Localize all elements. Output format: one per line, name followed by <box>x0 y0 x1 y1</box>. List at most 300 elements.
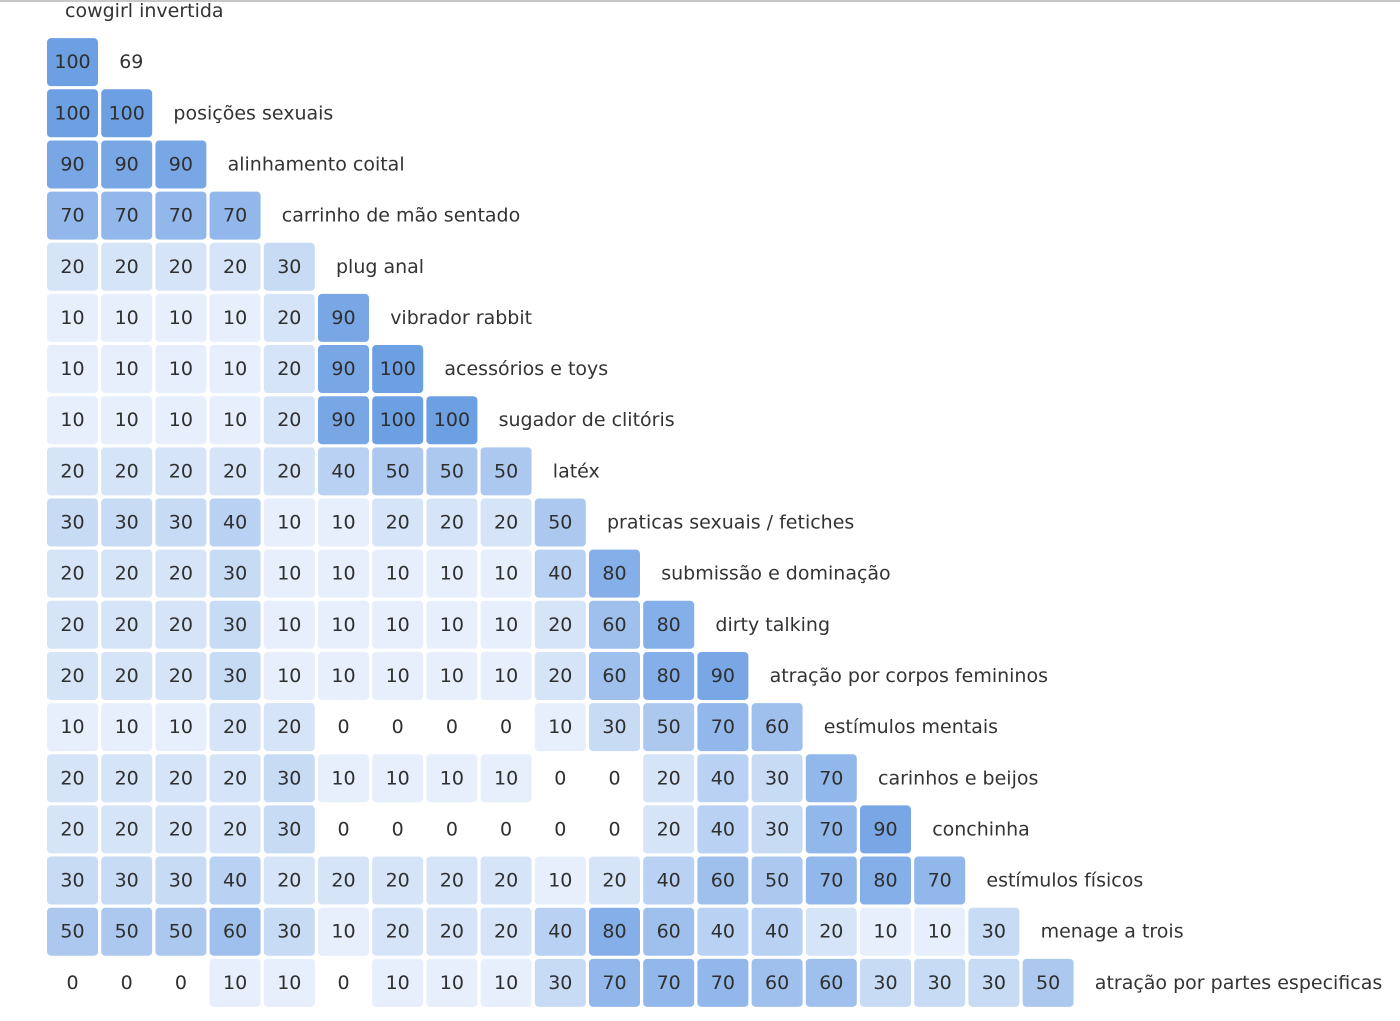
heatmap-cell-value: 30 <box>765 818 790 841</box>
heatmap-cell <box>481 754 532 802</box>
heatmap-cell <box>697 908 748 956</box>
heatmap-cell-value: 20 <box>223 255 248 278</box>
heatmap-cell <box>806 857 857 905</box>
heatmap-cell-value: 10 <box>548 716 573 739</box>
heatmap-cell-value: 10 <box>168 306 193 329</box>
heatmap-cell <box>752 805 803 853</box>
heatmap-cell-value: 20 <box>385 920 410 943</box>
heatmap-cell-value: 30 <box>223 613 248 636</box>
heatmap-cell <box>589 550 640 598</box>
heatmap-cell <box>101 805 152 853</box>
heatmap-cell <box>481 703 532 751</box>
heatmap-cell-value: 20 <box>439 511 464 534</box>
heatmap-cell-value: 60 <box>765 716 790 739</box>
heatmap-cell <box>318 908 369 956</box>
heatmap-cell <box>155 499 206 547</box>
heatmap-cell-value: 10 <box>168 716 193 739</box>
heatmap-cell-value: 20 <box>60 460 85 483</box>
heatmap-cell <box>155 447 206 495</box>
heatmap-cell-value: 90 <box>710 664 735 687</box>
heatmap-cell <box>372 601 423 649</box>
heatmap-cell <box>860 857 911 905</box>
heatmap-cell <box>426 499 477 547</box>
heatmap-row-label: dirty talking <box>715 613 831 636</box>
heatmap-cell <box>806 908 857 956</box>
heatmap-cell <box>210 396 261 444</box>
heatmap-cell <box>481 550 532 598</box>
heatmap-row-label: carinhos e beijos <box>878 767 1039 790</box>
heatmap-row-label: alinhamento coital <box>227 153 405 176</box>
heatmap-cell-value: 10 <box>331 562 356 585</box>
heatmap-cell-value: 40 <box>710 767 735 790</box>
heatmap-cell-value: 100 <box>379 358 416 381</box>
heatmap-cell-value: 100 <box>54 102 91 125</box>
heatmap-cell-value: 20 <box>114 818 139 841</box>
heatmap-cell <box>101 703 152 751</box>
heatmap-cell-value: 20 <box>494 869 519 892</box>
heatmap-cell-value: 20 <box>60 613 85 636</box>
heatmap-cell-value: 10 <box>277 613 302 636</box>
heatmap-cell <box>752 959 803 1007</box>
heatmap-cell-value: 70 <box>602 971 627 994</box>
heatmap-cell <box>914 857 965 905</box>
heatmap-cell <box>47 499 98 547</box>
heatmap-cell <box>589 601 640 649</box>
heatmap-cell-value: 50 <box>656 716 681 739</box>
heatmap-cell-value: 30 <box>60 869 85 892</box>
heatmap-cell-value: 60 <box>602 613 627 636</box>
heatmap-cell-value: 70 <box>819 818 844 841</box>
heatmap-cell <box>535 959 586 1007</box>
heatmap-cell <box>101 550 152 598</box>
heatmap-cell-value: 70 <box>819 869 844 892</box>
heatmap-cell <box>318 345 369 393</box>
heatmap-cell <box>643 601 694 649</box>
heatmap-cell <box>210 703 261 751</box>
heatmap-cell-value: 40 <box>710 920 735 943</box>
heatmap-cell <box>155 550 206 598</box>
heatmap-cells <box>47 38 1074 1007</box>
heatmap-row-label: praticas sexuais / fetiches <box>607 511 855 534</box>
heatmap-row-label: cowgirl invertida <box>65 0 224 22</box>
heatmap-cell-value: 10 <box>277 664 302 687</box>
heatmap-cell-value: 10 <box>277 511 302 534</box>
heatmap-cell-value: 0 <box>66 971 79 994</box>
heatmap-cell-value: 20 <box>223 460 248 483</box>
heatmap-cell-value: 10 <box>168 409 193 432</box>
heatmap-cell <box>589 908 640 956</box>
heatmap-cell-value: 10 <box>60 716 85 739</box>
heatmap-cell-value: 20 <box>114 767 139 790</box>
heatmap-cell-value: 0 <box>445 716 458 739</box>
heatmap-cell-value: 20 <box>60 255 85 278</box>
heatmap-cell-value: 90 <box>114 153 139 176</box>
heatmap-cell <box>752 703 803 751</box>
heatmap-cell-value: 30 <box>277 818 302 841</box>
heatmap-cell-value: 20 <box>114 255 139 278</box>
heatmap-cell <box>426 396 477 444</box>
heatmap-cell <box>47 959 98 1007</box>
heatmap-cell-value: 30 <box>223 562 248 585</box>
heatmap-cell <box>264 601 315 649</box>
heatmap-cell-value: 40 <box>223 511 248 534</box>
heatmap-cell <box>372 345 423 393</box>
heatmap-cell-value: 10 <box>114 358 139 381</box>
heatmap-cell <box>589 754 640 802</box>
heatmap-cell-value: 10 <box>494 562 519 585</box>
heatmap-cell <box>264 243 315 291</box>
heatmap-cell-value: 10 <box>494 767 519 790</box>
heatmap-cell-value: 20 <box>60 767 85 790</box>
heatmap-cell-value: 40 <box>548 562 573 585</box>
heatmap-cell <box>426 652 477 700</box>
heatmap-row-label: sugador de clitóris <box>498 409 675 432</box>
heatmap-cell <box>426 550 477 598</box>
heatmap-cell-value: 70 <box>819 767 844 790</box>
heatmap-cell <box>697 959 748 1007</box>
heatmap-cell-value: 10 <box>60 409 85 432</box>
heatmap-cell-value: 0 <box>337 818 350 841</box>
heatmap-cell <box>155 345 206 393</box>
heatmap-cell-value: 40 <box>548 920 573 943</box>
heatmap-cell-value: 50 <box>548 511 573 534</box>
heatmap-cell-value: 30 <box>548 971 573 994</box>
heatmap-cell-value: 80 <box>656 664 681 687</box>
heatmap-cell <box>589 703 640 751</box>
heatmap-cell-value: 0 <box>391 818 404 841</box>
heatmap-cell <box>210 294 261 342</box>
heatmap-cell-value: 60 <box>223 920 248 943</box>
heatmap-cell <box>47 908 98 956</box>
heatmap-cell <box>1023 959 1074 1007</box>
heatmap-cell <box>535 908 586 956</box>
heatmap-cell <box>264 550 315 598</box>
heatmap-cell-value: 50 <box>765 869 790 892</box>
heatmap-cell-value: 20 <box>602 869 627 892</box>
heatmap-cell <box>210 499 261 547</box>
heatmap-cell <box>155 959 206 1007</box>
heatmap-cell-value: 10 <box>277 562 302 585</box>
heatmap-cell-value: 20 <box>168 818 193 841</box>
heatmap-cell <box>589 959 640 1007</box>
heatmap-row-label: vibrador rabbit <box>390 306 533 329</box>
heatmap-cell-value: 10 <box>439 562 464 585</box>
heatmap-cell-value: 10 <box>494 971 519 994</box>
heatmap-cell <box>481 499 532 547</box>
heatmap-cell-value: 10 <box>60 306 85 329</box>
heatmap-cell <box>589 652 640 700</box>
heatmap-row-label: 69 <box>119 51 144 74</box>
heatmap-cell-value: 100 <box>433 409 471 432</box>
heatmap-cell <box>210 550 261 598</box>
heatmap-cell-value: 30 <box>277 767 302 790</box>
heatmap-cell <box>155 857 206 905</box>
heatmap-cell <box>155 754 206 802</box>
heatmap-cell <box>318 805 369 853</box>
heatmap-cell <box>914 959 965 1007</box>
heatmap-cell-value: 10 <box>439 971 464 994</box>
heatmap-cell <box>426 601 477 649</box>
heatmap-cell <box>372 754 423 802</box>
heatmap-cell <box>752 908 803 956</box>
heatmap-cell-value: 40 <box>656 869 681 892</box>
heatmap-cell-value: 40 <box>765 920 790 943</box>
heatmap-cell-value: 10 <box>927 920 952 943</box>
heatmap-cell-value: 0 <box>120 971 133 994</box>
heatmap-cell <box>697 754 748 802</box>
heatmap-cell <box>47 89 98 137</box>
heatmap-cell-value: 20 <box>439 869 464 892</box>
heatmap-cell <box>210 805 261 853</box>
heatmap-cell-value: 10 <box>494 664 519 687</box>
heatmap-cell <box>155 703 206 751</box>
heatmap-cell-value: 80 <box>656 613 681 636</box>
heatmap-cell-value: 60 <box>819 971 844 994</box>
heatmap-cell-value: 70 <box>223 204 248 227</box>
heatmap-cell <box>47 192 98 240</box>
heatmap-cell-value: 90 <box>331 358 356 381</box>
heatmap-cell <box>101 396 152 444</box>
heatmap-cell-value: 30 <box>277 255 302 278</box>
heatmap-cell <box>101 857 152 905</box>
heatmap-cell-value: 90 <box>331 409 356 432</box>
heatmap-cell <box>481 805 532 853</box>
heatmap-cell-value: 10 <box>331 767 356 790</box>
heatmap-cell-value: 30 <box>981 971 1006 994</box>
heatmap-cell <box>372 908 423 956</box>
heatmap-cell <box>264 396 315 444</box>
heatmap-cell-value: 80 <box>873 869 898 892</box>
heatmap-cell-value: 20 <box>114 460 139 483</box>
heatmap-cell <box>535 601 586 649</box>
heatmap-cell <box>643 652 694 700</box>
heatmap-cell <box>697 805 748 853</box>
heatmap-cell <box>426 447 477 495</box>
heatmap-cell-value: 20 <box>168 460 193 483</box>
heatmap-cell-value: 10 <box>494 613 519 636</box>
heatmap-cell-value: 70 <box>710 971 735 994</box>
heatmap-cell <box>318 294 369 342</box>
heatmap-cell-value: 20 <box>494 920 519 943</box>
heatmap-cell <box>318 703 369 751</box>
heatmap-cell-value: 0 <box>608 767 621 790</box>
heatmap-cell <box>264 908 315 956</box>
heatmap-row-label: plug anal <box>336 255 425 278</box>
heatmap-cell <box>372 959 423 1007</box>
heatmap-cell-value: 10 <box>223 306 248 329</box>
heatmap-cell <box>101 652 152 700</box>
heatmap-cell <box>101 908 152 956</box>
heatmap-cell-value: 90 <box>168 153 193 176</box>
heatmap-cell <box>426 959 477 1007</box>
heatmap-cell-value: 10 <box>385 613 410 636</box>
heatmap-cell-value: 30 <box>60 511 85 534</box>
heatmap-cell <box>752 857 803 905</box>
heatmap-cell-value: 50 <box>168 920 193 943</box>
heatmap-cell-value: 70 <box>710 716 735 739</box>
heatmap-cell-value: 20 <box>277 869 302 892</box>
heatmap-cell-value: 20 <box>494 511 519 534</box>
heatmap-cell <box>535 499 586 547</box>
heatmap-cell-value: 20 <box>60 562 85 585</box>
heatmap-cell-value: 20 <box>277 409 302 432</box>
heatmap-row-label: estímulos mentais <box>823 716 999 739</box>
heatmap-cell-value: 100 <box>108 102 145 125</box>
heatmap-row-label: conchinha <box>932 818 1030 841</box>
heatmap-cell-value: 60 <box>602 664 627 687</box>
heatmap-cell-value: 90 <box>873 818 898 841</box>
heatmap-cell <box>155 396 206 444</box>
heatmap-cell <box>318 857 369 905</box>
heatmap-cell <box>155 140 206 188</box>
heatmap-cell-value: 10 <box>439 664 464 687</box>
heatmap-cell <box>860 805 911 853</box>
heatmap-cell-value: 10 <box>168 358 193 381</box>
heatmap-cell-value: 20 <box>223 818 248 841</box>
heatmap-cell <box>47 754 98 802</box>
heatmap-cell <box>155 192 206 240</box>
heatmap-cell <box>806 754 857 802</box>
heatmap-row-label: submissão e dominação <box>661 562 891 585</box>
heatmap-cell <box>860 959 911 1007</box>
heatmap-cell <box>210 857 261 905</box>
heatmap-cell-value: 20 <box>223 716 248 739</box>
heatmap-cell-value: 10 <box>439 767 464 790</box>
heatmap-cell <box>47 294 98 342</box>
heatmap-cell-value: 20 <box>277 716 302 739</box>
heatmap-cell <box>47 652 98 700</box>
heatmap-cell <box>210 192 261 240</box>
heatmap-cell <box>318 550 369 598</box>
heatmap-cell <box>101 243 152 291</box>
heatmap-cell <box>426 703 477 751</box>
heatmap-cell <box>264 959 315 1007</box>
heatmap-row-label: atração por partes especificas <box>1094 971 1383 994</box>
heatmap-cell-value: 0 <box>337 716 350 739</box>
heatmap-cell-value: 10 <box>114 409 139 432</box>
heatmap-cell <box>372 857 423 905</box>
heatmap-cell <box>968 959 1019 1007</box>
heatmap-cell-value: 90 <box>60 153 85 176</box>
heatmap-cell <box>481 959 532 1007</box>
heatmap-cell-value: 20 <box>60 818 85 841</box>
heatmap-cell-value: 10 <box>548 869 573 892</box>
heatmap-cell-value: 0 <box>554 767 567 790</box>
heatmap-cell-value: 20 <box>277 460 302 483</box>
heatmap-cell <box>264 294 315 342</box>
heatmap-cell-value: 10 <box>114 716 139 739</box>
heatmap-cell-value: 10 <box>385 767 410 790</box>
heatmap-cell <box>426 754 477 802</box>
heatmap-cell-value: 50 <box>1036 971 1061 994</box>
heatmap-cell-value: 30 <box>114 511 139 534</box>
heatmap-cell <box>481 857 532 905</box>
heatmap-cell-value: 10 <box>60 358 85 381</box>
heatmap-cell <box>155 294 206 342</box>
heatmap-cell-value: 20 <box>168 664 193 687</box>
heatmap-cell-value: 10 <box>223 971 248 994</box>
heatmap-cell <box>101 447 152 495</box>
heatmap-cell <box>426 857 477 905</box>
heatmap-cell-value: 10 <box>873 920 898 943</box>
heatmap-cell <box>372 805 423 853</box>
heatmap-cell-value: 20 <box>168 613 193 636</box>
heatmap-cell <box>372 550 423 598</box>
heatmap-cell <box>101 345 152 393</box>
heatmap-cell-value: 10 <box>439 613 464 636</box>
heatmap-cell <box>47 140 98 188</box>
heatmap-cell-value: 10 <box>331 511 356 534</box>
heatmap-cell <box>481 652 532 700</box>
heatmap-cell-value: 10 <box>331 613 356 636</box>
heatmap-cell <box>47 550 98 598</box>
heatmap-cell <box>264 857 315 905</box>
heatmap-cell <box>372 703 423 751</box>
heatmap-cell <box>914 908 965 956</box>
heatmap-cell <box>589 805 640 853</box>
heatmap-cell <box>697 652 748 700</box>
heatmap-cell-value: 80 <box>602 562 627 585</box>
heatmap-cell <box>210 652 261 700</box>
heatmap-cell <box>210 754 261 802</box>
heatmap-cell <box>210 601 261 649</box>
heatmap-cell-value: 20 <box>819 920 844 943</box>
heatmap-cell-value: 80 <box>602 920 627 943</box>
heatmap-cell-value: 20 <box>60 664 85 687</box>
heatmap-cell-value: 0 <box>500 818 513 841</box>
heatmap-cell-value: 20 <box>439 920 464 943</box>
heatmap-cell <box>643 703 694 751</box>
heatmap-cell <box>264 345 315 393</box>
heatmap-cell-value: 70 <box>168 204 193 227</box>
heatmap-cell <box>47 857 98 905</box>
heatmap-cell-value: 0 <box>337 971 350 994</box>
heatmap-cell-value: 0 <box>608 818 621 841</box>
heatmap-cell-value: 20 <box>548 613 573 636</box>
heatmap-cell <box>47 38 98 86</box>
heatmap-cell <box>318 652 369 700</box>
heatmap-cell-value: 0 <box>554 818 567 841</box>
heatmap-cell-value: 30 <box>927 971 952 994</box>
heatmap-cell <box>426 805 477 853</box>
heatmap-cell <box>481 601 532 649</box>
heatmap-cell <box>210 345 261 393</box>
heatmap-cell-value: 40 <box>223 869 248 892</box>
heatmap-cell-value: 90 <box>331 306 356 329</box>
heatmap-cell <box>264 754 315 802</box>
heatmap-cell-value: 10 <box>114 306 139 329</box>
heatmap-cell-value: 60 <box>765 971 790 994</box>
heatmap-cell <box>47 805 98 853</box>
heatmap-cell-value: 20 <box>277 358 302 381</box>
heatmap-cell-value: 30 <box>114 869 139 892</box>
heatmap-cell <box>697 857 748 905</box>
heatmap-cell-value: 70 <box>60 204 85 227</box>
heatmap-cell-value: 30 <box>277 920 302 943</box>
heatmap-cell <box>210 243 261 291</box>
heatmap-cell <box>264 499 315 547</box>
heatmap-row-label: estímulos físicos <box>986 869 1144 892</box>
heatmap-cell-value: 30 <box>765 767 790 790</box>
heatmap-cell <box>643 908 694 956</box>
heatmap-cell <box>101 499 152 547</box>
heatmap-cell-value: 30 <box>168 511 193 534</box>
heatmap-cell-value: 0 <box>500 716 513 739</box>
heatmap-cell-value: 20 <box>168 562 193 585</box>
heatmap-cell <box>426 908 477 956</box>
heatmap-cell <box>264 805 315 853</box>
heatmap-cell <box>535 703 586 751</box>
